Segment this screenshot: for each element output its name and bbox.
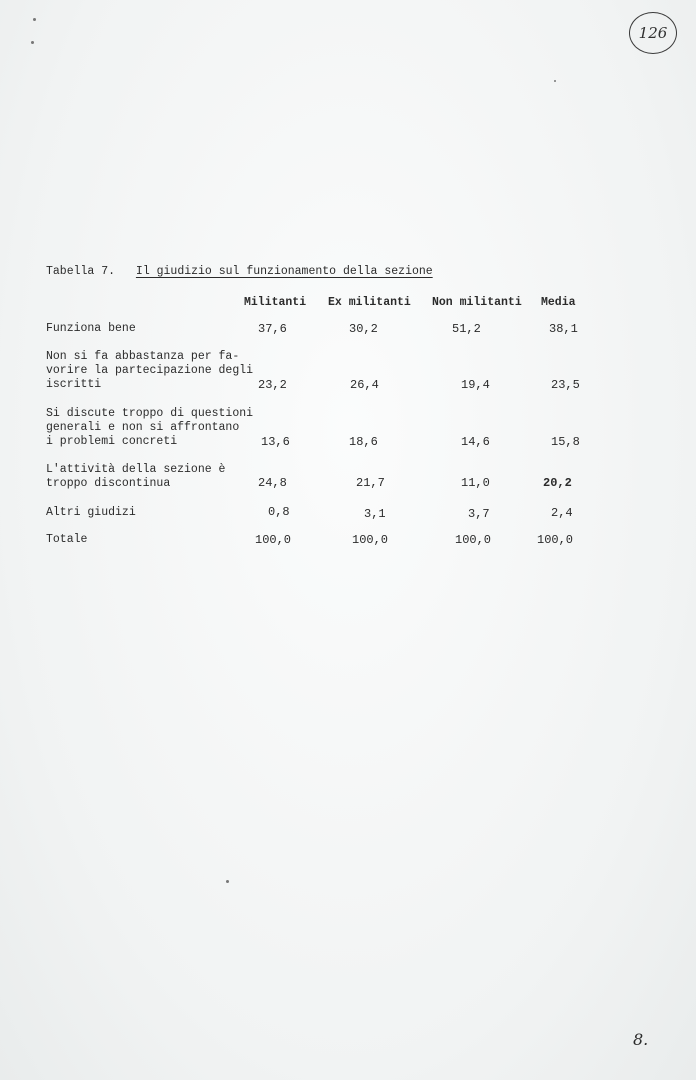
cell-value: 51,2 [452,322,481,336]
paper-speck [226,880,229,883]
cell-value: 37,6 [258,322,287,336]
table-caption [46,265,433,278]
archive-stamp [629,12,677,54]
cell-value: 100,0 [455,533,492,547]
cell-value: 14,6 [461,435,490,449]
cell-value: 18,6 [349,435,378,449]
row-label-funziona-bene: Funziona bene [46,322,136,335]
cell-value: 19,4 [461,378,490,392]
cell-value: 21,7 [356,476,385,490]
paper-speck [31,41,34,44]
column-header-militanti: Militanti [244,296,307,309]
row-label-altri-giudizi: Altri giudizi [46,506,136,519]
page-number: 8. [633,1030,649,1049]
cell-value: 2,4 [551,506,573,520]
cell-value: 0,8 [268,505,290,519]
column-header-ex-militanti: Ex militanti [328,296,411,309]
column-header-non-militanti: Non militanti [432,296,522,309]
cell-value: 100,0 [537,533,574,547]
cell-value: 3,7 [468,507,490,521]
cell-value: 24,8 [258,476,287,490]
cell-value: 13,6 [261,435,290,449]
paper-speck [554,80,556,82]
cell-value: 20,2 [543,476,572,490]
cell-value: 100,0 [352,533,389,547]
cell-value: 15,8 [551,435,580,449]
row-label-partecipazione: Non si fa abbastanza per fa- vorire la partecipazione degli iscritti [46,350,254,391]
cell-value: 23,5 [551,378,580,392]
row-label-questioni-generali: Si discute troppo di questioni generali e non si affrontano i problemi concreti [46,407,254,448]
table-title: Il giudizio sul funzionamento della sezione [135,265,433,278]
table-label: Tabella 7. [46,265,116,278]
column-header-media: Media [541,296,576,309]
row-label-attivita-discontinua: L'attività della sezione è troppo discontinua [46,463,226,490]
cell-value: 30,2 [349,322,378,336]
row-label-totale: Totale [46,533,88,546]
cell-value: 11,0 [461,476,490,490]
cell-value: 3,1 [364,507,386,521]
cell-value: 38,1 [549,322,578,336]
cell-value: 100,0 [255,533,292,547]
stamp-number: 126 [638,24,668,42]
cell-value: 26,4 [350,378,379,392]
cell-value: 23,2 [258,378,287,392]
paper-speck [33,18,36,21]
